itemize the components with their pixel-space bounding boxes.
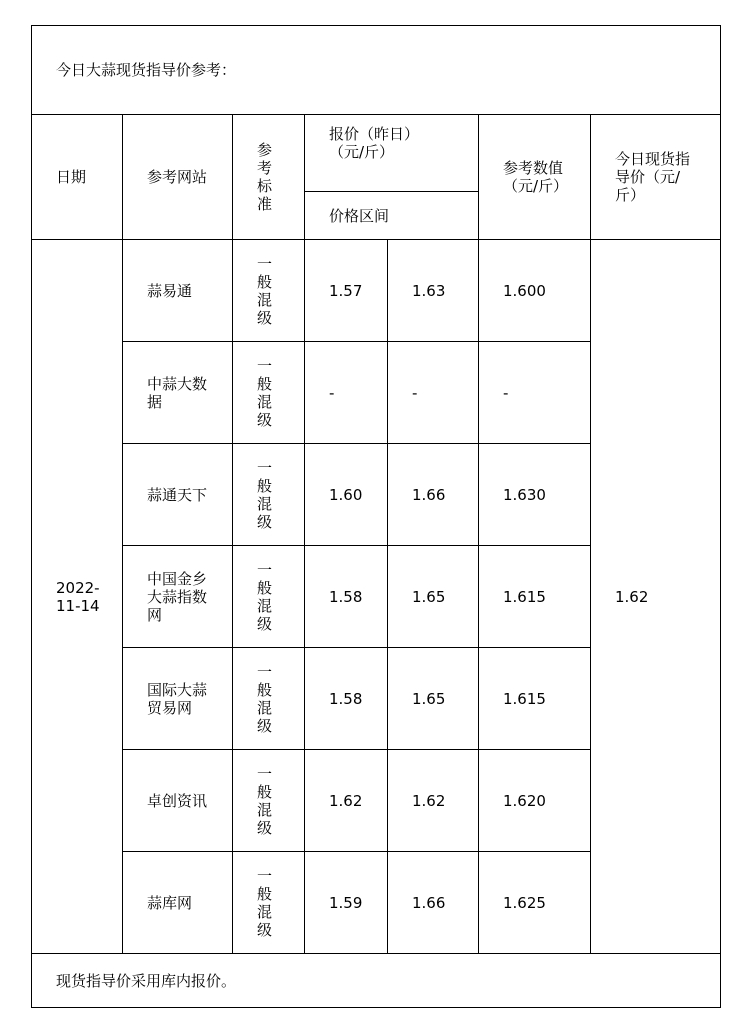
footnote: 现货指导价采用库内报价。: [32, 954, 721, 1008]
standard-cell: 一般混级: [233, 750, 305, 852]
site-cell: 中国金乡大蒜指数网: [123, 546, 233, 648]
site-cell: 国际大蒜贸易网: [123, 648, 233, 750]
header-quote: 报价（昨日）（元/斤）: [305, 115, 479, 192]
ref-value-cell: 1.615: [479, 648, 591, 750]
table-row: [32, 240, 721, 342]
price-low-cell: 1.62: [305, 750, 388, 852]
standard-cell: 一般混级: [233, 852, 305, 954]
site-cell: 蒜易通: [123, 240, 233, 342]
price-low-cell: 1.60: [305, 444, 388, 546]
ref-value-cell: 1.625: [479, 852, 591, 954]
ref-value-cell: -: [479, 342, 591, 444]
price-high-cell: 1.65: [388, 648, 479, 750]
standard-cell: 一般混级: [233, 240, 305, 342]
price-high-cell: -: [388, 342, 479, 444]
site-cell: 蒜通天下: [123, 444, 233, 546]
header-site: 参考网站: [123, 115, 233, 240]
table-title: 今日大蒜现货指导价参考：: [32, 26, 721, 115]
standard-cell: 一般混级: [233, 648, 305, 750]
date-cell: 2022-11-14: [32, 240, 123, 954]
standard-cell: 一般混级: [233, 342, 305, 444]
standard-cell: 一般混级: [233, 444, 305, 546]
ref-value-cell: 1.600: [479, 240, 591, 342]
price-high-cell: 1.66: [388, 852, 479, 954]
price-high-cell: 1.62: [388, 750, 479, 852]
header-ref-value: 参考数值（元/斤）: [479, 115, 591, 240]
price-low-cell: 1.58: [305, 648, 388, 750]
ref-value-cell: 1.615: [479, 546, 591, 648]
header-range: 价格区间: [305, 192, 479, 240]
ref-value-cell: 1.630: [479, 444, 591, 546]
price-high-cell: 1.65: [388, 546, 479, 648]
today-price-cell: 1.62: [591, 240, 721, 954]
price-low-cell: 1.59: [305, 852, 388, 954]
price-low-cell: 1.57: [305, 240, 388, 342]
price-reference-table: [31, 25, 721, 1008]
price-low-cell: -: [305, 342, 388, 444]
ref-value-cell: 1.620: [479, 750, 591, 852]
header-date: 日期: [32, 115, 123, 240]
price-low-cell: 1.58: [305, 546, 388, 648]
header-standard: 参考标准: [233, 115, 305, 240]
site-cell: 卓创资讯: [123, 750, 233, 852]
site-cell: 中蒜大数据: [123, 342, 233, 444]
price-high-cell: 1.63: [388, 240, 479, 342]
price-high-cell: 1.66: [388, 444, 479, 546]
standard-cell: 一般混级: [233, 546, 305, 648]
site-cell: 蒜库网: [123, 852, 233, 954]
header-today-price: 今日现货指导价（元/斤）: [591, 115, 721, 240]
